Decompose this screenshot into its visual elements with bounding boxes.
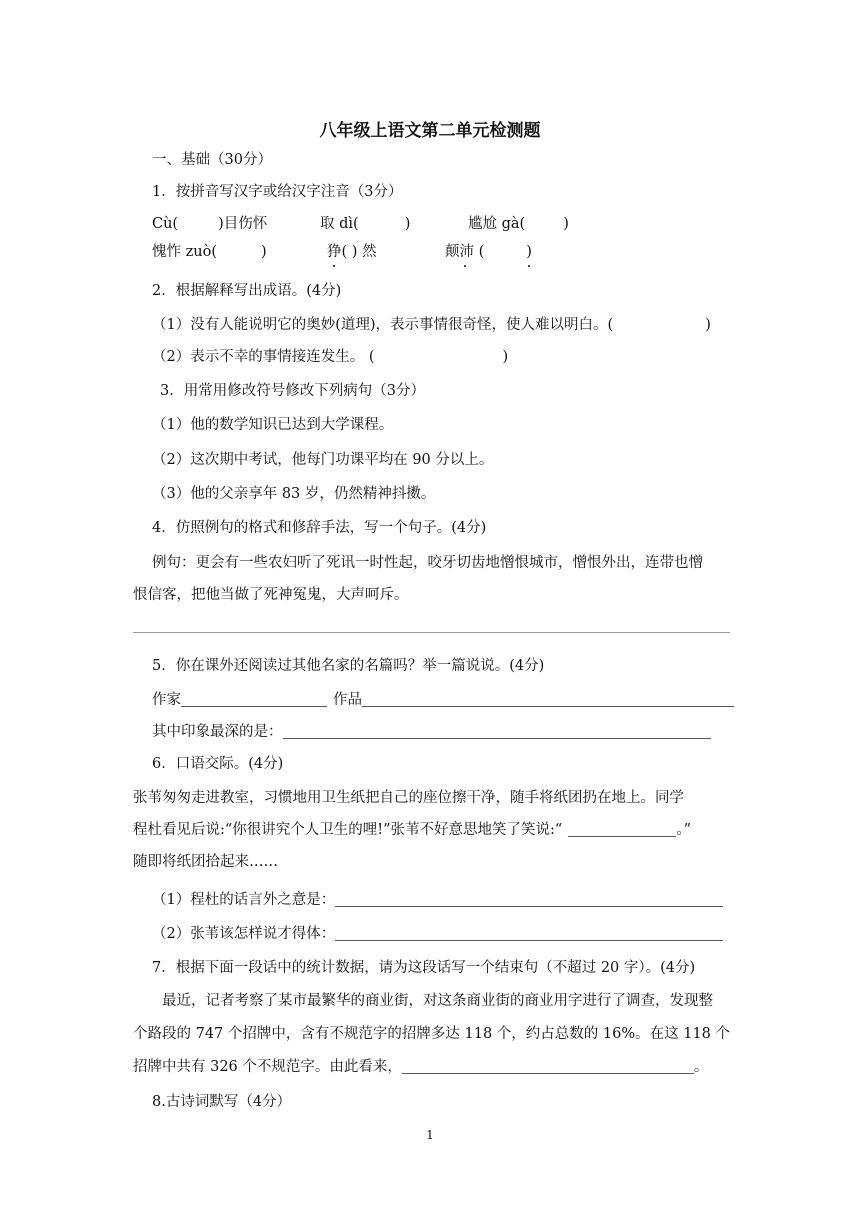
question-4-answer-line <box>133 632 730 633</box>
q5-impression-label: 其中印象最深的是： <box>152 724 283 740</box>
q1-item1-suffix: )目伤怀 <box>218 216 268 232</box>
q5-author-label: 作家 <box>152 692 181 708</box>
question-2-item-2 <box>152 347 508 367</box>
question-4-example-line-1: 例句：更会有一些农妇听了死讯一时性起，咬牙切齿地憎恨城市，憎恨外出，连带也憎 <box>152 555 703 571</box>
q1-item4-prefix: 愧怍 zuò( <box>152 244 217 260</box>
q5-work-blank <box>362 690 734 707</box>
q6-reply-blank <box>568 820 676 837</box>
question-1-item-1 <box>152 214 267 234</box>
q1-item4-suffix: ) <box>260 244 267 260</box>
q6-item1-blank <box>335 890 723 907</box>
question-1-item-2 <box>320 214 410 234</box>
question-4-stem: 4．仿照例句的格式和修辞手法，写一个句子。(4分) <box>152 520 487 536</box>
q7-answer-blank <box>402 1057 694 1074</box>
page-title: 八年级上语文第二单元检测题 <box>319 121 541 141</box>
q1-item5-suffix: ( ) 然 <box>341 244 377 260</box>
q6-item1-label: （1）程杜的话言外之意是： <box>152 892 336 908</box>
q5-author-blank <box>181 690 327 707</box>
q1-item5-char: 狰 <box>327 244 342 260</box>
question-1-item-5 <box>327 242 377 262</box>
q6-passage-text: 程杜看见后说:“你很讲究个人卫生的哩!”张苇不好意思地笑了笑说:“ <box>133 822 563 838</box>
q5-work-label: 作品 <box>333 692 362 708</box>
page-number: 1 <box>426 1128 434 1142</box>
question-1-stem: 1．按拼音写汉字或给汉字注音（3分） <box>152 184 403 200</box>
question-6-passage-line-3: 随即将纸团拾起来…… <box>133 854 278 870</box>
question-5-author-row <box>152 690 734 710</box>
question-6-item-2 <box>152 924 723 944</box>
question-6-passage-line-2 <box>133 820 691 840</box>
q2-item2-close: ) <box>502 349 509 365</box>
question-7-passage-line-1: 最近，记者考察了某市最繁华的商业街，对这条商业街的商业用字进行了调查，发现整 <box>162 993 713 1009</box>
q1-item3-suffix: ) <box>563 216 569 232</box>
question-1-item-4 <box>152 242 267 262</box>
question-5-stem: 5．你在课外还阅读过其他名家的名篇吗？举一篇说说。(4分) <box>152 658 545 674</box>
q1-item2-suffix: ) <box>404 216 411 232</box>
question-1-item-6 <box>445 242 532 262</box>
question-3-item-2: （2）这次期中考试，他每门功课平均在 90 分以上。 <box>152 452 494 468</box>
question-7-passage-line-3 <box>133 1057 708 1077</box>
question-8-stem: 8.古诗词默写（4分） <box>152 1094 292 1110</box>
q1-item6-prefix: 颠沛 ( <box>445 244 485 260</box>
question-7-stem: 7．根据下面一段话中的统计数据，请为这段话写一个结束句（不超过 20 字）。(4分) <box>152 960 696 976</box>
q6-item2-label: （2）张苇该怎样说才得体： <box>152 926 336 942</box>
question-3-item-3: （3）他的父亲享年 83 岁，仍然精神抖擞。 <box>152 486 436 502</box>
question-3-stem: 3．用常用修改符号修改下列病句（3分） <box>160 383 425 399</box>
q2-item2-text: （2）表示不幸的事情接连发生。 ( <box>152 349 375 365</box>
q6-passage-close: 。” <box>676 822 692 838</box>
question-6-passage-line-1: 张苇匆匆走进教室，习惯地用卫生纸把自己的座位擦干净，随手将纸团扔在地上。同学 <box>133 790 684 806</box>
q1-item6-suffix: ) <box>526 244 532 260</box>
question-4-example-line-2: 恨信客，把他当做了死神冤鬼，大声呵斥。 <box>133 587 409 603</box>
q6-item2-blank <box>335 924 723 941</box>
question-6-stem: 6．口语交际。(4分) <box>152 756 284 772</box>
question-2-stem: 2．根据解释写出成语。(4分) <box>152 283 342 299</box>
q5-impression-blank <box>283 722 711 739</box>
q1-item1-prefix: Cù( <box>152 216 179 232</box>
question-6-item-1 <box>152 890 723 910</box>
q2-item1-close: ) <box>705 317 711 333</box>
question-5-impression-row <box>152 722 711 742</box>
question-2-item-1 <box>152 315 711 335</box>
q7-passage-close: 。 <box>693 1059 709 1075</box>
question-3-item-1: （1）他的数学知识已达到大学课程。 <box>152 417 394 433</box>
question-7-passage-line-2: 个路段的 747 个招牌中，含有不规范字的招牌多达 118 个，约占总数的 16%。在这 118 个 <box>133 1026 731 1042</box>
q2-item1-text: （1）没有人能说明它的奥妙(道理)，表示事情很奇怪，使人难以明白。( <box>152 317 614 333</box>
q1-item3-prefix: 尴尬 gà( <box>468 216 526 232</box>
q1-item2-prefix: 取 dì( <box>320 216 359 232</box>
question-1-item-3 <box>468 214 569 234</box>
section-heading: 一、基础（30分） <box>152 152 272 168</box>
q7-passage-text: 招牌中共有 326 个不规范字。由此看来， <box>133 1059 402 1075</box>
